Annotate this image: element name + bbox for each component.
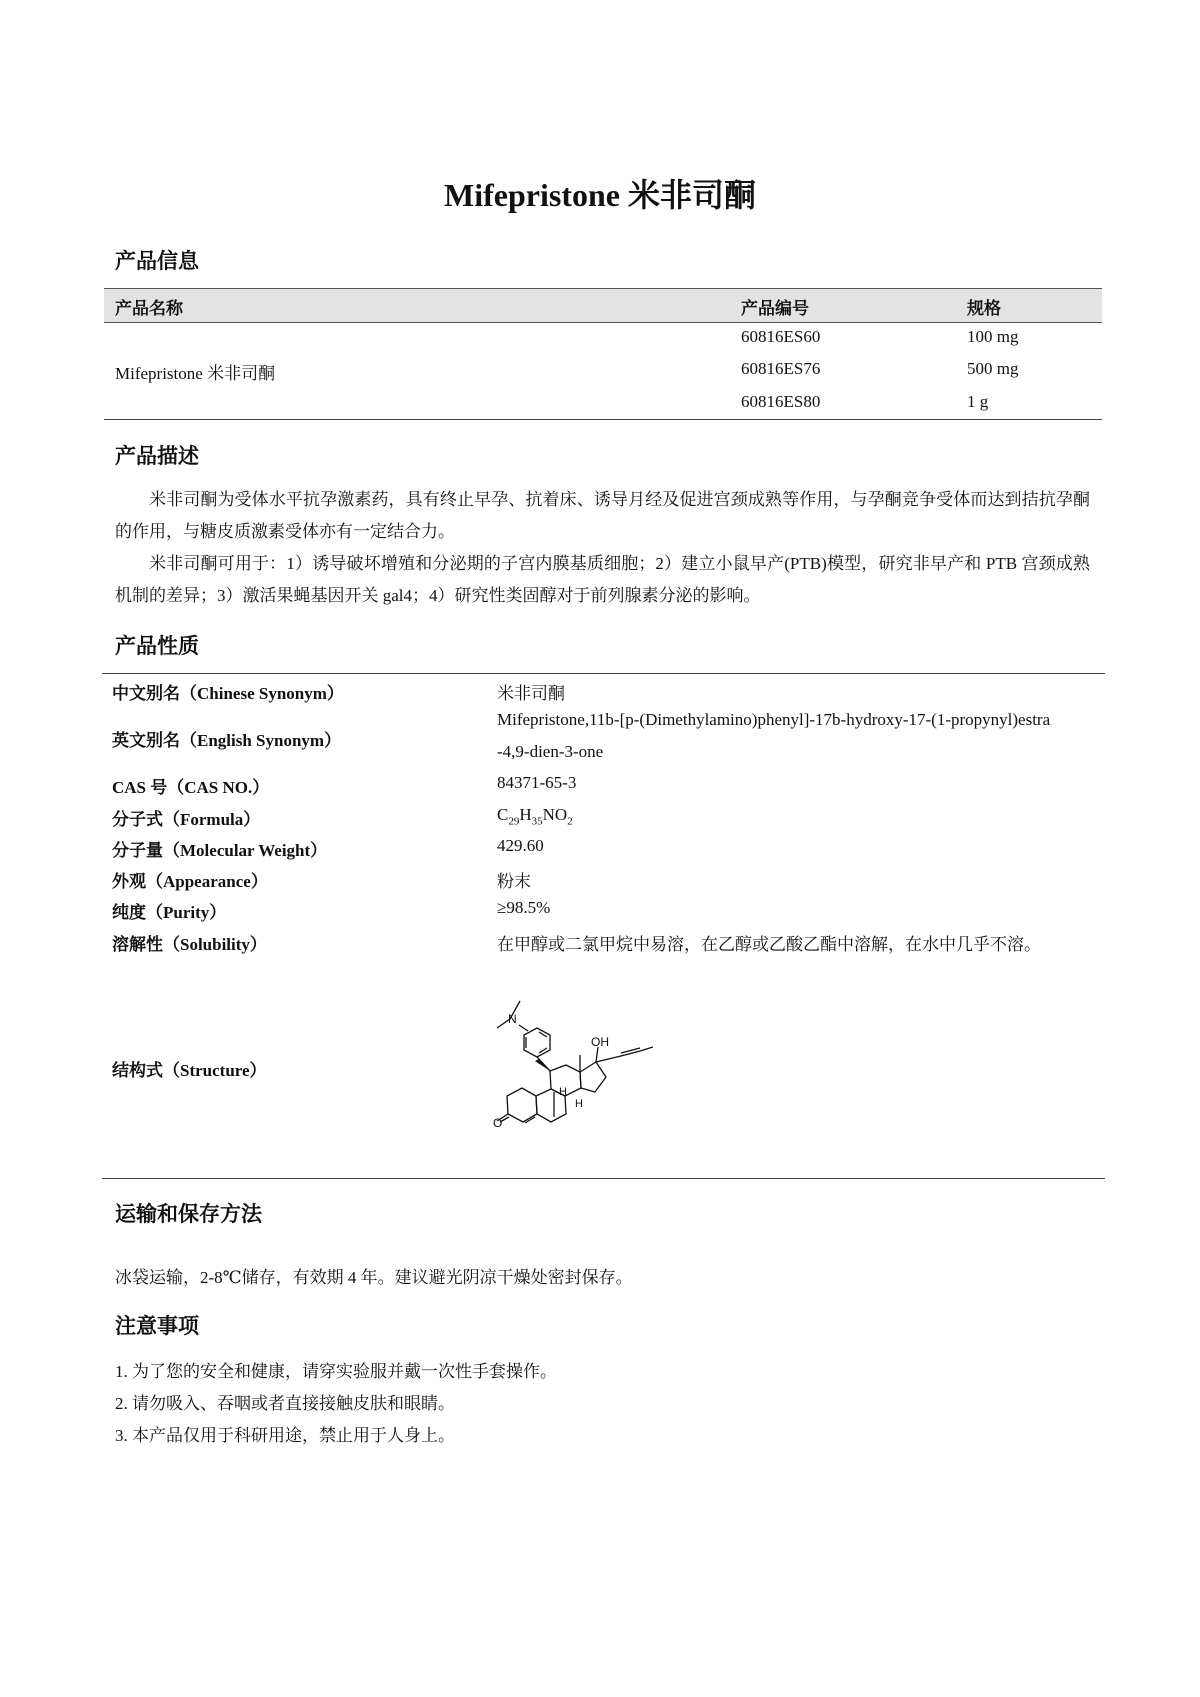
description-paragraph: 米非司酮为受体水平抗孕激素药，具有终止早孕、抗着床、诱导月经及促进宫颈成熟等作用，与孕酮竞争受体而达到拮抗孕酮的作用，与糖皮质激素受体亦有一定结合力。 <box>115 490 1090 541</box>
property-label-cas: CAS 号（CAS NO.） <box>112 778 270 797</box>
atom-label-h: H <box>559 1086 567 1098</box>
properties-bottom-rule <box>102 1178 1105 1179</box>
table-header-name: 产品名称 <box>115 299 183 318</box>
table-row-spec: 1 g <box>967 392 989 411</box>
property-value-cas: 84371-65-3 <box>497 773 577 792</box>
property-label-appearance: 外观（Appearance） <box>112 872 268 891</box>
property-label-purity: 纯度（Purity） <box>112 903 227 922</box>
atom-label-oh: OH <box>591 1035 609 1049</box>
description-paragraph: 米非司酮可用于：1）诱导破坏增殖和分泌期的子宫内膜基质细胞；2）建立小鼠早产(PTB)模型，研究非早产和 PTB 宫颈成熟机制的差异；3）激活果蝇基因开关 gal4；4）研究性类固醇对于前列腺素分泌的影响。 <box>115 554 1090 605</box>
property-value-purity: ≥98.5% <box>497 898 551 917</box>
note-item: 3. 本产品仅用于科研用途，禁止用于人身上。 <box>115 1426 455 1445</box>
property-label-formula: 分子式（Formula） <box>112 810 261 829</box>
property-value-solubility: 在甲醇或二氯甲烷中易溶，在乙醇或乙酸乙酯中溶解，在水中几乎不溶。 <box>497 935 1041 954</box>
section-heading-storage: 运输和保存方法 <box>115 1202 262 1226</box>
property-value-formula: $C_{29}H_{35}NO_2$ <box>497 805 573 828</box>
table-product-name: Mifepristone 米非司酮 <box>115 364 276 383</box>
properties-top-rule <box>102 673 1105 674</box>
property-value-molecular-weight: 429.60 <box>497 836 544 855</box>
section-heading-notes: 注意事项 <box>115 1314 199 1338</box>
atom-label-n: N <box>508 1012 517 1026</box>
property-value-english-synonym-cont: -4,9-dien-3-one <box>497 742 604 761</box>
page-title: Mifepristone 米非司酮 <box>444 177 756 213</box>
table-row-code: 60816ES76 <box>741 359 821 378</box>
table-header-code: 产品编号 <box>741 299 809 318</box>
property-label-molecular-weight: 分子量（Molecular Weight） <box>112 841 328 860</box>
section-heading-description: 产品描述 <box>115 444 199 468</box>
table-row-spec: 100 mg <box>967 327 1019 346</box>
wedge-bond <box>535 1059 550 1071</box>
property-label-solubility: 溶解性（Solubility） <box>112 935 267 954</box>
structure-formula-image <box>495 995 715 1140</box>
product-table-header <box>104 288 1102 323</box>
atom-label-h: H <box>575 1098 583 1110</box>
property-label-chinese-synonym: 中文别名（Chinese Synonym） <box>112 684 344 703</box>
section-heading-properties: 产品性质 <box>115 634 199 658</box>
table-row-code: 60816ES60 <box>741 327 821 346</box>
property-value-chinese-synonym: 米非司酮 <box>497 684 565 703</box>
table-row-code: 60816ES80 <box>741 392 821 411</box>
property-value-english-synonym: Mifepristone,11b-[p-(Dimethylamino)phenyl]-17b-hydroxy-17-(1-propynyl)estra <box>497 710 1051 729</box>
note-item: 1. 为了您的安全和健康，请穿实验服并戴一次性手套操作。 <box>115 1362 557 1381</box>
table-row-spec: 500 mg <box>967 359 1019 378</box>
table-header-spec: 规格 <box>967 299 1001 318</box>
note-item: 2. 请勿吸入、吞咽或者直接接触皮肤和眼睛。 <box>115 1394 455 1413</box>
table-bottom-rule <box>104 419 1102 420</box>
atom-label-o: O <box>493 1116 503 1130</box>
storage-text: 冰袋运输，2-8℃储存，有效期 4 年。建议避光阴凉干燥处密封保存。 <box>115 1268 633 1287</box>
section-heading-product-info: 产品信息 <box>115 249 199 273</box>
property-value-appearance: 粉末 <box>497 872 531 891</box>
property-label-english-synonym: 英文别名（English Synonym） <box>112 731 342 750</box>
property-label-structure: 结构式（Structure） <box>112 1061 267 1080</box>
